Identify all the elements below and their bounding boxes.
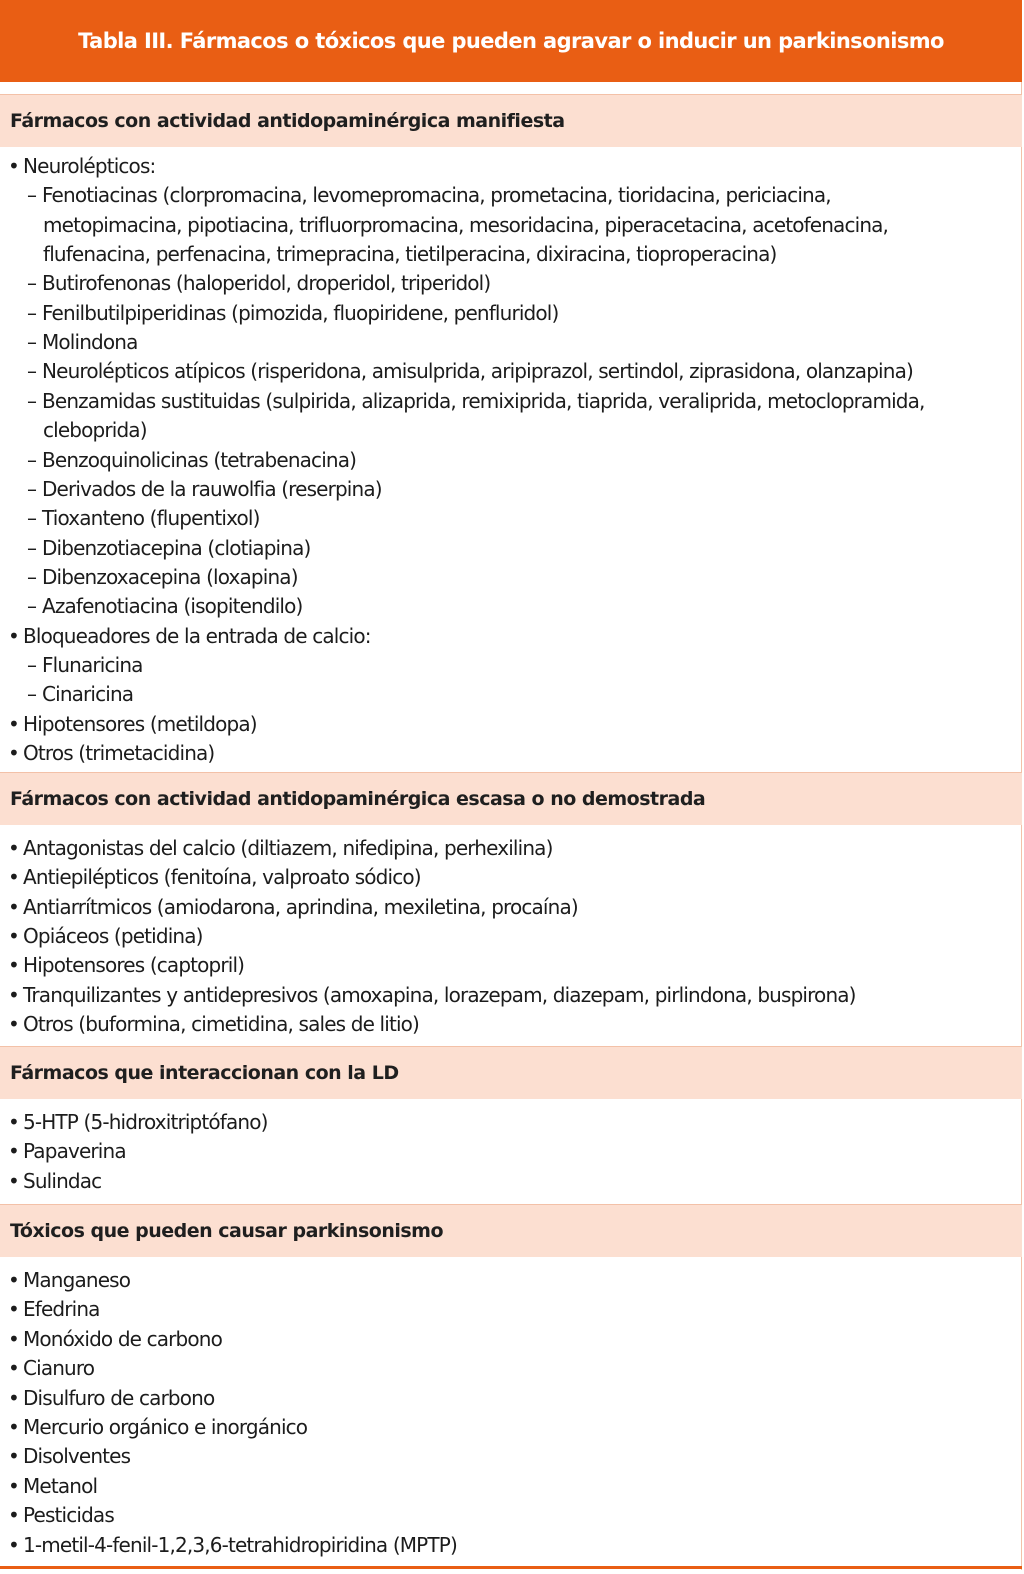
list-item	[27, 592, 302, 621]
list-item-text: 5-HTP (5-hidroxitriptófano)	[23, 1110, 268, 1134]
list-item	[27, 357, 913, 386]
list-item-text: flufenacina, perfenacina, trimepracina, tietilperacina, dixiracina, tioproperacina)	[43, 242, 777, 266]
list-item-text: Sulindac	[23, 1169, 102, 1193]
section-heading: Fármacos con actividad antidopaminérgica escasa o no demostrada	[10, 788, 706, 810]
bullet-marker: •	[8, 1474, 19, 1498]
bullet-marker: •	[8, 924, 19, 948]
section-header	[0, 1204, 1022, 1257]
section-heading: Tóxicos que pueden causar parkinsonismo	[10, 1220, 444, 1242]
list-item	[8, 710, 257, 739]
table-right-border	[1021, 82, 1022, 1570]
list-item-text: cleboprida)	[43, 418, 147, 442]
list-item-text: Bloqueadores de la entrada de calcio:	[23, 624, 371, 648]
bullet-marker: •	[8, 1268, 19, 1292]
list-item	[8, 834, 553, 863]
list-item-text: Neurolépticos:	[23, 154, 156, 178]
list-item	[8, 622, 371, 651]
list-item	[8, 1354, 94, 1383]
bullet-marker: •	[8, 953, 19, 977]
list-item-text: Benzamidas sustituidas (sulpirida, alizaprida, remixiprida, tiaprida, veraliprida, metoclopramida,	[42, 389, 925, 413]
list-item-text: Tranquilizantes y antidepresivos (amoxapina, lorazepam, diazepam, pirlindona, buspirona)	[23, 983, 856, 1007]
list-item-text: Dibenzoxacepina (loxapina)	[42, 565, 298, 589]
list-item-text: Otros (buformina, cimetidina, sales de litio)	[23, 1012, 419, 1036]
list-item-text: 1-metil-4-fenil-1,2,3,6-tetrahidropiridina (MPTP)	[23, 1533, 457, 1557]
bullet-marker: •	[8, 1012, 19, 1036]
list-item-text: Metanol	[23, 1474, 98, 1498]
bullet-marker: •	[8, 1415, 19, 1439]
dash-marker: –	[27, 448, 37, 472]
list-item	[8, 1384, 214, 1413]
dash-marker: –	[27, 301, 37, 325]
list-item-text: Benzoquinolicinas (tetrabenacina)	[42, 448, 357, 472]
list-item	[43, 416, 147, 445]
bullet-marker: •	[8, 154, 19, 178]
list-item-text: Hipotensores (captopril)	[23, 953, 245, 977]
section-header	[0, 772, 1022, 825]
list-item-text: Flunaricina	[42, 653, 143, 677]
list-item	[27, 680, 133, 709]
bullet-marker: •	[8, 1110, 19, 1134]
list-item	[8, 863, 421, 892]
list-item-text: Papaverina	[23, 1139, 126, 1163]
list-item	[27, 504, 260, 533]
list-item	[8, 1010, 419, 1039]
list-item	[27, 328, 138, 357]
section-header	[0, 1046, 1022, 1099]
list-item-text: Fenilbutilpiperidinas (pimozida, fluopiridene, penfluridol)	[42, 301, 559, 325]
list-item-text: Butirofenonas (haloperidol, droperidol, triperidol)	[42, 271, 491, 295]
list-item	[43, 211, 888, 240]
list-item	[27, 651, 143, 680]
list-item	[8, 1472, 97, 1501]
bullet-marker: •	[8, 836, 19, 860]
bullet-marker: •	[8, 1297, 19, 1321]
list-item	[8, 1531, 457, 1560]
list-item	[8, 893, 578, 922]
list-item-text: Antiepilépticos (fenitoína, valproato sódico)	[23, 865, 421, 889]
bullet-marker: •	[8, 1139, 19, 1163]
dash-marker: –	[27, 330, 37, 354]
dash-marker: –	[27, 389, 37, 413]
list-item-text: metopimacina, pipotiacina, trifluorpromacina, mesoridacina, piperacetacina, acetofenacina,	[43, 213, 889, 237]
list-item	[8, 1137, 126, 1166]
bullet-marker: •	[8, 624, 19, 648]
list-item	[27, 181, 831, 210]
list-item-text: Antiarrítmicos (amiodarona, aprindina, mexiletina, procaína)	[23, 895, 578, 919]
list-item-text: Opiáceos (petidina)	[23, 924, 203, 948]
list-item	[27, 534, 310, 563]
list-item	[8, 152, 155, 181]
dash-marker: –	[27, 594, 37, 618]
list-item-text: Manganeso	[23, 1268, 131, 1292]
list-item-text: Disolventes	[23, 1444, 131, 1468]
list-item-text: Molindona	[42, 330, 138, 354]
bullet-marker: •	[8, 1444, 19, 1468]
table-title: Tabla III. Fármacos o tóxicos que pueden agravar o inducir un parkinsonismo	[78, 29, 944, 53]
dash-marker: –	[27, 536, 37, 560]
bullet-marker: •	[8, 712, 19, 736]
dash-marker: –	[27, 653, 37, 677]
list-item-text: Hipotensores (metildopa)	[23, 712, 257, 736]
list-item-text: Fenotiacinas (clorpromacina, levomepromacina, prometacina, tioridacina, periciacina,	[42, 183, 831, 207]
list-item-text: Cianuro	[23, 1356, 95, 1380]
list-item-text: Azafenotiacina (isopitendilo)	[42, 594, 303, 618]
list-item-text: Disulfuro de carbono	[23, 1386, 215, 1410]
list-item	[8, 1442, 130, 1471]
section-header	[0, 94, 1022, 147]
list-item-text: Neurolépticos atípicos (risperidona, amisulprida, aripiprazol, sertindol, ziprasidona, olanzapina)	[42, 359, 913, 383]
list-item	[27, 475, 382, 504]
bullet-marker: •	[8, 983, 19, 1007]
bullet-marker: •	[8, 741, 19, 765]
list-item	[8, 1108, 268, 1137]
bullet-marker: •	[8, 1503, 19, 1527]
list-item-text: Derivados de la rauwolfia (reserpina)	[42, 477, 382, 501]
dash-marker: –	[27, 477, 37, 501]
list-item-text: Tioxanteno (flupentixol)	[42, 506, 260, 530]
bullet-marker: •	[8, 1327, 19, 1351]
dash-marker: –	[27, 183, 37, 207]
dash-marker: –	[27, 359, 37, 383]
list-item	[8, 1266, 130, 1295]
bullet-marker: •	[8, 1169, 19, 1193]
bullet-marker: •	[8, 1386, 19, 1410]
bullet-marker: •	[8, 1356, 19, 1380]
list-item	[27, 563, 298, 592]
list-item-text: Efedrina	[23, 1297, 100, 1321]
dash-marker: –	[27, 682, 37, 706]
list-item	[8, 1295, 100, 1324]
section-heading: Fármacos con actividad antidopaminérgica manifiesta	[10, 110, 565, 132]
list-item	[8, 951, 244, 980]
list-item	[8, 1167, 101, 1196]
list-item-text: Mercurio orgánico e inorgánico	[23, 1415, 308, 1439]
list-item-text: Dibenzotiacepina (clotiapina)	[42, 536, 311, 560]
list-item	[43, 240, 776, 269]
bullet-marker: •	[8, 865, 19, 889]
list-item-text: Monóxido de carbono	[23, 1327, 222, 1351]
bullet-marker: •	[8, 895, 19, 919]
list-item	[8, 922, 203, 951]
section-heading: Fármacos que interaccionan con la LD	[10, 1062, 399, 1084]
dash-marker: –	[27, 271, 37, 295]
list-item-text: Antagonistas del calcio (diltiazem, nifedipina, perhexilina)	[23, 836, 553, 860]
list-item-text: Otros (trimetacidina)	[23, 741, 215, 765]
list-item-text: Pesticidas	[23, 1503, 114, 1527]
bullet-marker: •	[8, 1533, 19, 1557]
list-item	[8, 1501, 114, 1530]
dash-marker: –	[27, 506, 37, 530]
list-item	[8, 1325, 222, 1354]
table-bottom-rule	[0, 1566, 1022, 1569]
dash-marker: –	[27, 565, 37, 589]
list-item	[8, 1413, 307, 1442]
list-item	[27, 299, 558, 328]
list-item	[27, 446, 356, 475]
table-title-bar	[0, 0, 1022, 82]
list-item	[8, 739, 214, 768]
list-item	[8, 981, 856, 1010]
list-item	[27, 387, 925, 416]
list-item-text: Cinaricina	[42, 682, 134, 706]
list-item	[27, 269, 490, 298]
